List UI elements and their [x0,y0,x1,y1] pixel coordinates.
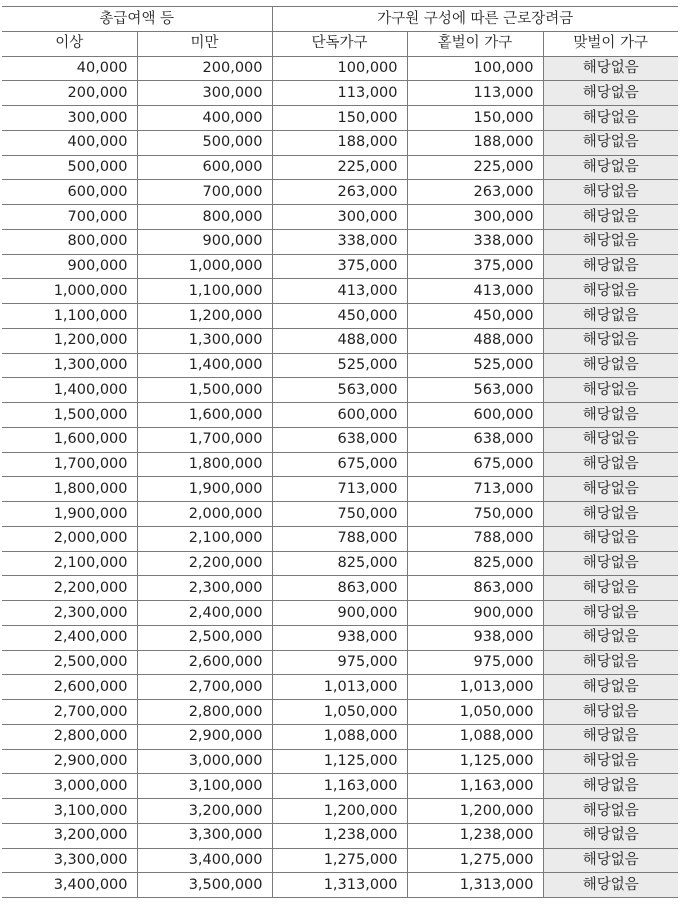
cell-income-min: 300,000 [2,106,137,131]
cell-income-max: 700,000 [137,180,272,205]
cell-income-max: 1,600,000 [137,403,272,428]
table-row [2,799,678,824]
cell-dual-earner-household: 해당없음 [543,601,678,626]
cell-income-min: 3,200,000 [2,823,137,848]
cell-dual-earner-household: 해당없음 [543,427,678,452]
cell-sole-earner-household: 338,000 [407,229,543,254]
header-group-row [2,7,678,32]
table-row [2,452,678,477]
table-row [2,106,678,131]
cell-income-min: 3,100,000 [2,799,137,824]
table-row [2,848,678,873]
table-row [2,551,678,576]
cell-single-household: 1,125,000 [272,749,407,774]
cell-dual-earner-household: 해당없음 [543,551,678,576]
cell-single-household: 488,000 [272,328,407,353]
table-row [2,254,678,279]
cell-sole-earner-household: 1,200,000 [407,799,543,824]
cell-sole-earner-household: 975,000 [407,650,543,675]
table-row [2,749,678,774]
cell-income-min: 3,400,000 [2,873,137,898]
table-row [2,601,678,626]
cell-income-min: 2,400,000 [2,625,137,650]
cell-dual-earner-household: 해당없음 [543,873,678,898]
header-benefit-group: 가구원 구성에 따른 근로장려금 [272,7,678,32]
cell-income-min: 2,200,000 [2,576,137,601]
cell-dual-earner-household: 해당없음 [543,823,678,848]
cell-income-max: 300,000 [137,81,272,106]
cell-income-max: 1,900,000 [137,477,272,502]
cell-dual-earner-household: 해당없음 [543,749,678,774]
cell-dual-earner-household: 해당없음 [543,848,678,873]
cell-sole-earner-household: 375,000 [407,254,543,279]
table-row [2,279,678,304]
table-row [2,675,678,700]
cell-income-max: 800,000 [137,205,272,230]
cell-income-min: 500,000 [2,155,137,180]
cell-single-household: 563,000 [272,378,407,403]
cell-income-max: 1,200,000 [137,304,272,329]
table-row [2,774,678,799]
cell-dual-earner-household: 해당없음 [543,130,678,155]
cell-dual-earner-household: 해당없음 [543,155,678,180]
cell-income-max: 1,400,000 [137,353,272,378]
header-max: 미만 [137,31,272,56]
cell-sole-earner-household: 825,000 [407,551,543,576]
cell-dual-earner-household: 해당없음 [543,180,678,205]
cell-single-household: 1,238,000 [272,823,407,848]
cell-single-household: 150,000 [272,106,407,131]
cell-sole-earner-household: 150,000 [407,106,543,131]
table-row [2,155,678,180]
cell-dual-earner-household: 해당없음 [543,675,678,700]
header-income-group: 총급여액 등 [2,7,272,32]
cell-income-max: 200,000 [137,56,272,81]
cell-dual-earner-household: 해당없음 [543,229,678,254]
table-row [2,56,678,81]
header-column-row [2,31,678,56]
cell-dual-earner-household: 해당없음 [543,328,678,353]
cell-sole-earner-household: 1,313,000 [407,873,543,898]
cell-single-household: 338,000 [272,229,407,254]
cell-sole-earner-household: 1,125,000 [407,749,543,774]
cell-sole-earner-household: 938,000 [407,625,543,650]
cell-income-min: 40,000 [2,56,137,81]
cell-income-max: 3,500,000 [137,873,272,898]
cell-sole-earner-household: 225,000 [407,155,543,180]
table-row [2,502,678,527]
cell-dual-earner-household: 해당없음 [543,799,678,824]
cell-income-max: 1,100,000 [137,279,272,304]
table-row [2,180,678,205]
cell-single-household: 938,000 [272,625,407,650]
cell-dual-earner-household: 해당없음 [543,724,678,749]
table-header [2,7,678,57]
cell-sole-earner-household: 113,000 [407,81,543,106]
cell-income-max: 3,200,000 [137,799,272,824]
cell-dual-earner-household: 해당없음 [543,700,678,725]
cell-sole-earner-household: 300,000 [407,205,543,230]
cell-single-household: 1,275,000 [272,848,407,873]
cell-single-household: 750,000 [272,502,407,527]
cell-single-household: 788,000 [272,526,407,551]
cell-income-min: 1,000,000 [2,279,137,304]
cell-income-min: 1,100,000 [2,304,137,329]
table-row [2,427,678,452]
cell-income-min: 400,000 [2,130,137,155]
cell-single-household: 113,000 [272,81,407,106]
header-sole-earner-household: 홑벌이 가구 [407,31,543,56]
table-row [2,328,678,353]
cell-single-household: 975,000 [272,650,407,675]
cell-dual-earner-household: 해당없음 [543,502,678,527]
header-dual-earner-household: 맞벌이 가구 [543,31,678,56]
cell-income-max: 3,100,000 [137,774,272,799]
table-row [2,229,678,254]
cell-income-min: 1,400,000 [2,378,137,403]
cell-income-min: 2,700,000 [2,700,137,725]
cell-single-household: 825,000 [272,551,407,576]
cell-income-min: 700,000 [2,205,137,230]
cell-income-min: 1,800,000 [2,477,137,502]
cell-single-household: 1,050,000 [272,700,407,725]
cell-income-min: 1,900,000 [2,502,137,527]
cell-sole-earner-household: 788,000 [407,526,543,551]
cell-dual-earner-household: 해당없음 [543,353,678,378]
cell-income-max: 2,900,000 [137,724,272,749]
cell-sole-earner-household: 713,000 [407,477,543,502]
table-row [2,526,678,551]
table-row [2,576,678,601]
cell-income-max: 2,400,000 [137,601,272,626]
cell-income-max: 1,000,000 [137,254,272,279]
cell-sole-earner-household: 188,000 [407,130,543,155]
table-row [2,81,678,106]
cell-single-household: 1,313,000 [272,873,407,898]
cell-dual-earner-household: 해당없음 [543,774,678,799]
table-row [2,724,678,749]
cell-dual-earner-household: 해당없음 [543,650,678,675]
cell-income-min: 200,000 [2,81,137,106]
cell-single-household: 600,000 [272,403,407,428]
table-row [2,130,678,155]
cell-income-max: 2,000,000 [137,502,272,527]
cell-sole-earner-household: 1,163,000 [407,774,543,799]
cell-income-max: 2,300,000 [137,576,272,601]
cell-dual-earner-household: 해당없음 [543,625,678,650]
cell-sole-earner-household: 1,050,000 [407,700,543,725]
cell-income-max: 3,000,000 [137,749,272,774]
cell-dual-earner-household: 해당없음 [543,576,678,601]
cell-single-household: 100,000 [272,56,407,81]
cell-income-max: 900,000 [137,229,272,254]
header-min: 이상 [2,31,137,56]
cell-single-household: 713,000 [272,477,407,502]
cell-dual-earner-household: 해당없음 [543,526,678,551]
cell-income-max: 400,000 [137,106,272,131]
cell-single-household: 1,088,000 [272,724,407,749]
cell-income-min: 600,000 [2,180,137,205]
table-row [2,625,678,650]
cell-sole-earner-household: 488,000 [407,328,543,353]
cell-dual-earner-household: 해당없음 [543,378,678,403]
cell-single-household: 1,013,000 [272,675,407,700]
cell-single-household: 525,000 [272,353,407,378]
cell-dual-earner-household: 해당없음 [543,254,678,279]
table-row [2,403,678,428]
cell-income-min: 2,500,000 [2,650,137,675]
cell-sole-earner-household: 525,000 [407,353,543,378]
cell-income-max: 1,700,000 [137,427,272,452]
cell-sole-earner-household: 1,013,000 [407,675,543,700]
cell-sole-earner-household: 1,238,000 [407,823,543,848]
cell-income-max: 1,300,000 [137,328,272,353]
cell-income-max: 2,800,000 [137,700,272,725]
cell-single-household: 263,000 [272,180,407,205]
cell-income-min: 1,300,000 [2,353,137,378]
cell-income-min: 900,000 [2,254,137,279]
cell-sole-earner-household: 413,000 [407,279,543,304]
cell-income-max: 1,800,000 [137,452,272,477]
table-row [2,873,678,898]
cell-dual-earner-household: 해당없음 [543,56,678,81]
table-row [2,378,678,403]
cell-income-min: 1,700,000 [2,452,137,477]
cell-income-min: 1,200,000 [2,328,137,353]
cell-income-min: 2,100,000 [2,551,137,576]
table-row [2,650,678,675]
cell-single-household: 638,000 [272,427,407,452]
cell-single-household: 450,000 [272,304,407,329]
table-row [2,304,678,329]
cell-sole-earner-household: 750,000 [407,502,543,527]
cell-income-max: 2,200,000 [137,551,272,576]
cell-sole-earner-household: 675,000 [407,452,543,477]
cell-sole-earner-household: 863,000 [407,576,543,601]
header-single-household: 단독가구 [272,31,407,56]
table-row [2,477,678,502]
cell-income-min: 1,600,000 [2,427,137,452]
table-row [2,823,678,848]
cell-income-max: 2,600,000 [137,650,272,675]
cell-income-min: 2,600,000 [2,675,137,700]
cell-sole-earner-household: 638,000 [407,427,543,452]
cell-income-max: 3,400,000 [137,848,272,873]
cell-income-min: 2,900,000 [2,749,137,774]
table-body [2,56,678,898]
cell-single-household: 1,200,000 [272,799,407,824]
cell-income-max: 3,300,000 [137,823,272,848]
cell-sole-earner-household: 600,000 [407,403,543,428]
cell-single-household: 900,000 [272,601,407,626]
cell-dual-earner-household: 해당없음 [543,279,678,304]
cell-sole-earner-household: 100,000 [407,56,543,81]
table-row [2,353,678,378]
cell-income-max: 2,500,000 [137,625,272,650]
cell-single-household: 675,000 [272,452,407,477]
cell-sole-earner-household: 900,000 [407,601,543,626]
cell-income-min: 1,500,000 [2,403,137,428]
cell-income-max: 600,000 [137,155,272,180]
cell-dual-earner-household: 해당없음 [543,452,678,477]
cell-income-min: 2,000,000 [2,526,137,551]
cell-sole-earner-household: 563,000 [407,378,543,403]
cell-single-household: 300,000 [272,205,407,230]
table-row [2,700,678,725]
cell-income-min: 2,800,000 [2,724,137,749]
cell-dual-earner-household: 해당없음 [543,477,678,502]
cell-sole-earner-household: 450,000 [407,304,543,329]
cell-income-max: 2,100,000 [137,526,272,551]
cell-income-max: 2,700,000 [137,675,272,700]
cell-income-max: 500,000 [137,130,272,155]
cell-single-household: 863,000 [272,576,407,601]
cell-income-min: 2,300,000 [2,601,137,626]
cell-single-household: 375,000 [272,254,407,279]
earned-income-tax-credit-table [2,6,678,898]
cell-income-min: 3,000,000 [2,774,137,799]
cell-single-household: 1,163,000 [272,774,407,799]
cell-sole-earner-household: 263,000 [407,180,543,205]
cell-dual-earner-household: 해당없음 [543,304,678,329]
cell-sole-earner-household: 1,088,000 [407,724,543,749]
cell-dual-earner-household: 해당없음 [543,205,678,230]
cell-single-household: 413,000 [272,279,407,304]
cell-single-household: 225,000 [272,155,407,180]
cell-single-household: 188,000 [272,130,407,155]
cell-income-min: 3,300,000 [2,848,137,873]
cell-income-max: 1,500,000 [137,378,272,403]
table-row [2,205,678,230]
cell-sole-earner-household: 1,275,000 [407,848,543,873]
cell-dual-earner-household: 해당없음 [543,81,678,106]
cell-dual-earner-household: 해당없음 [543,403,678,428]
cell-dual-earner-household: 해당없음 [543,106,678,131]
cell-income-min: 800,000 [2,229,137,254]
